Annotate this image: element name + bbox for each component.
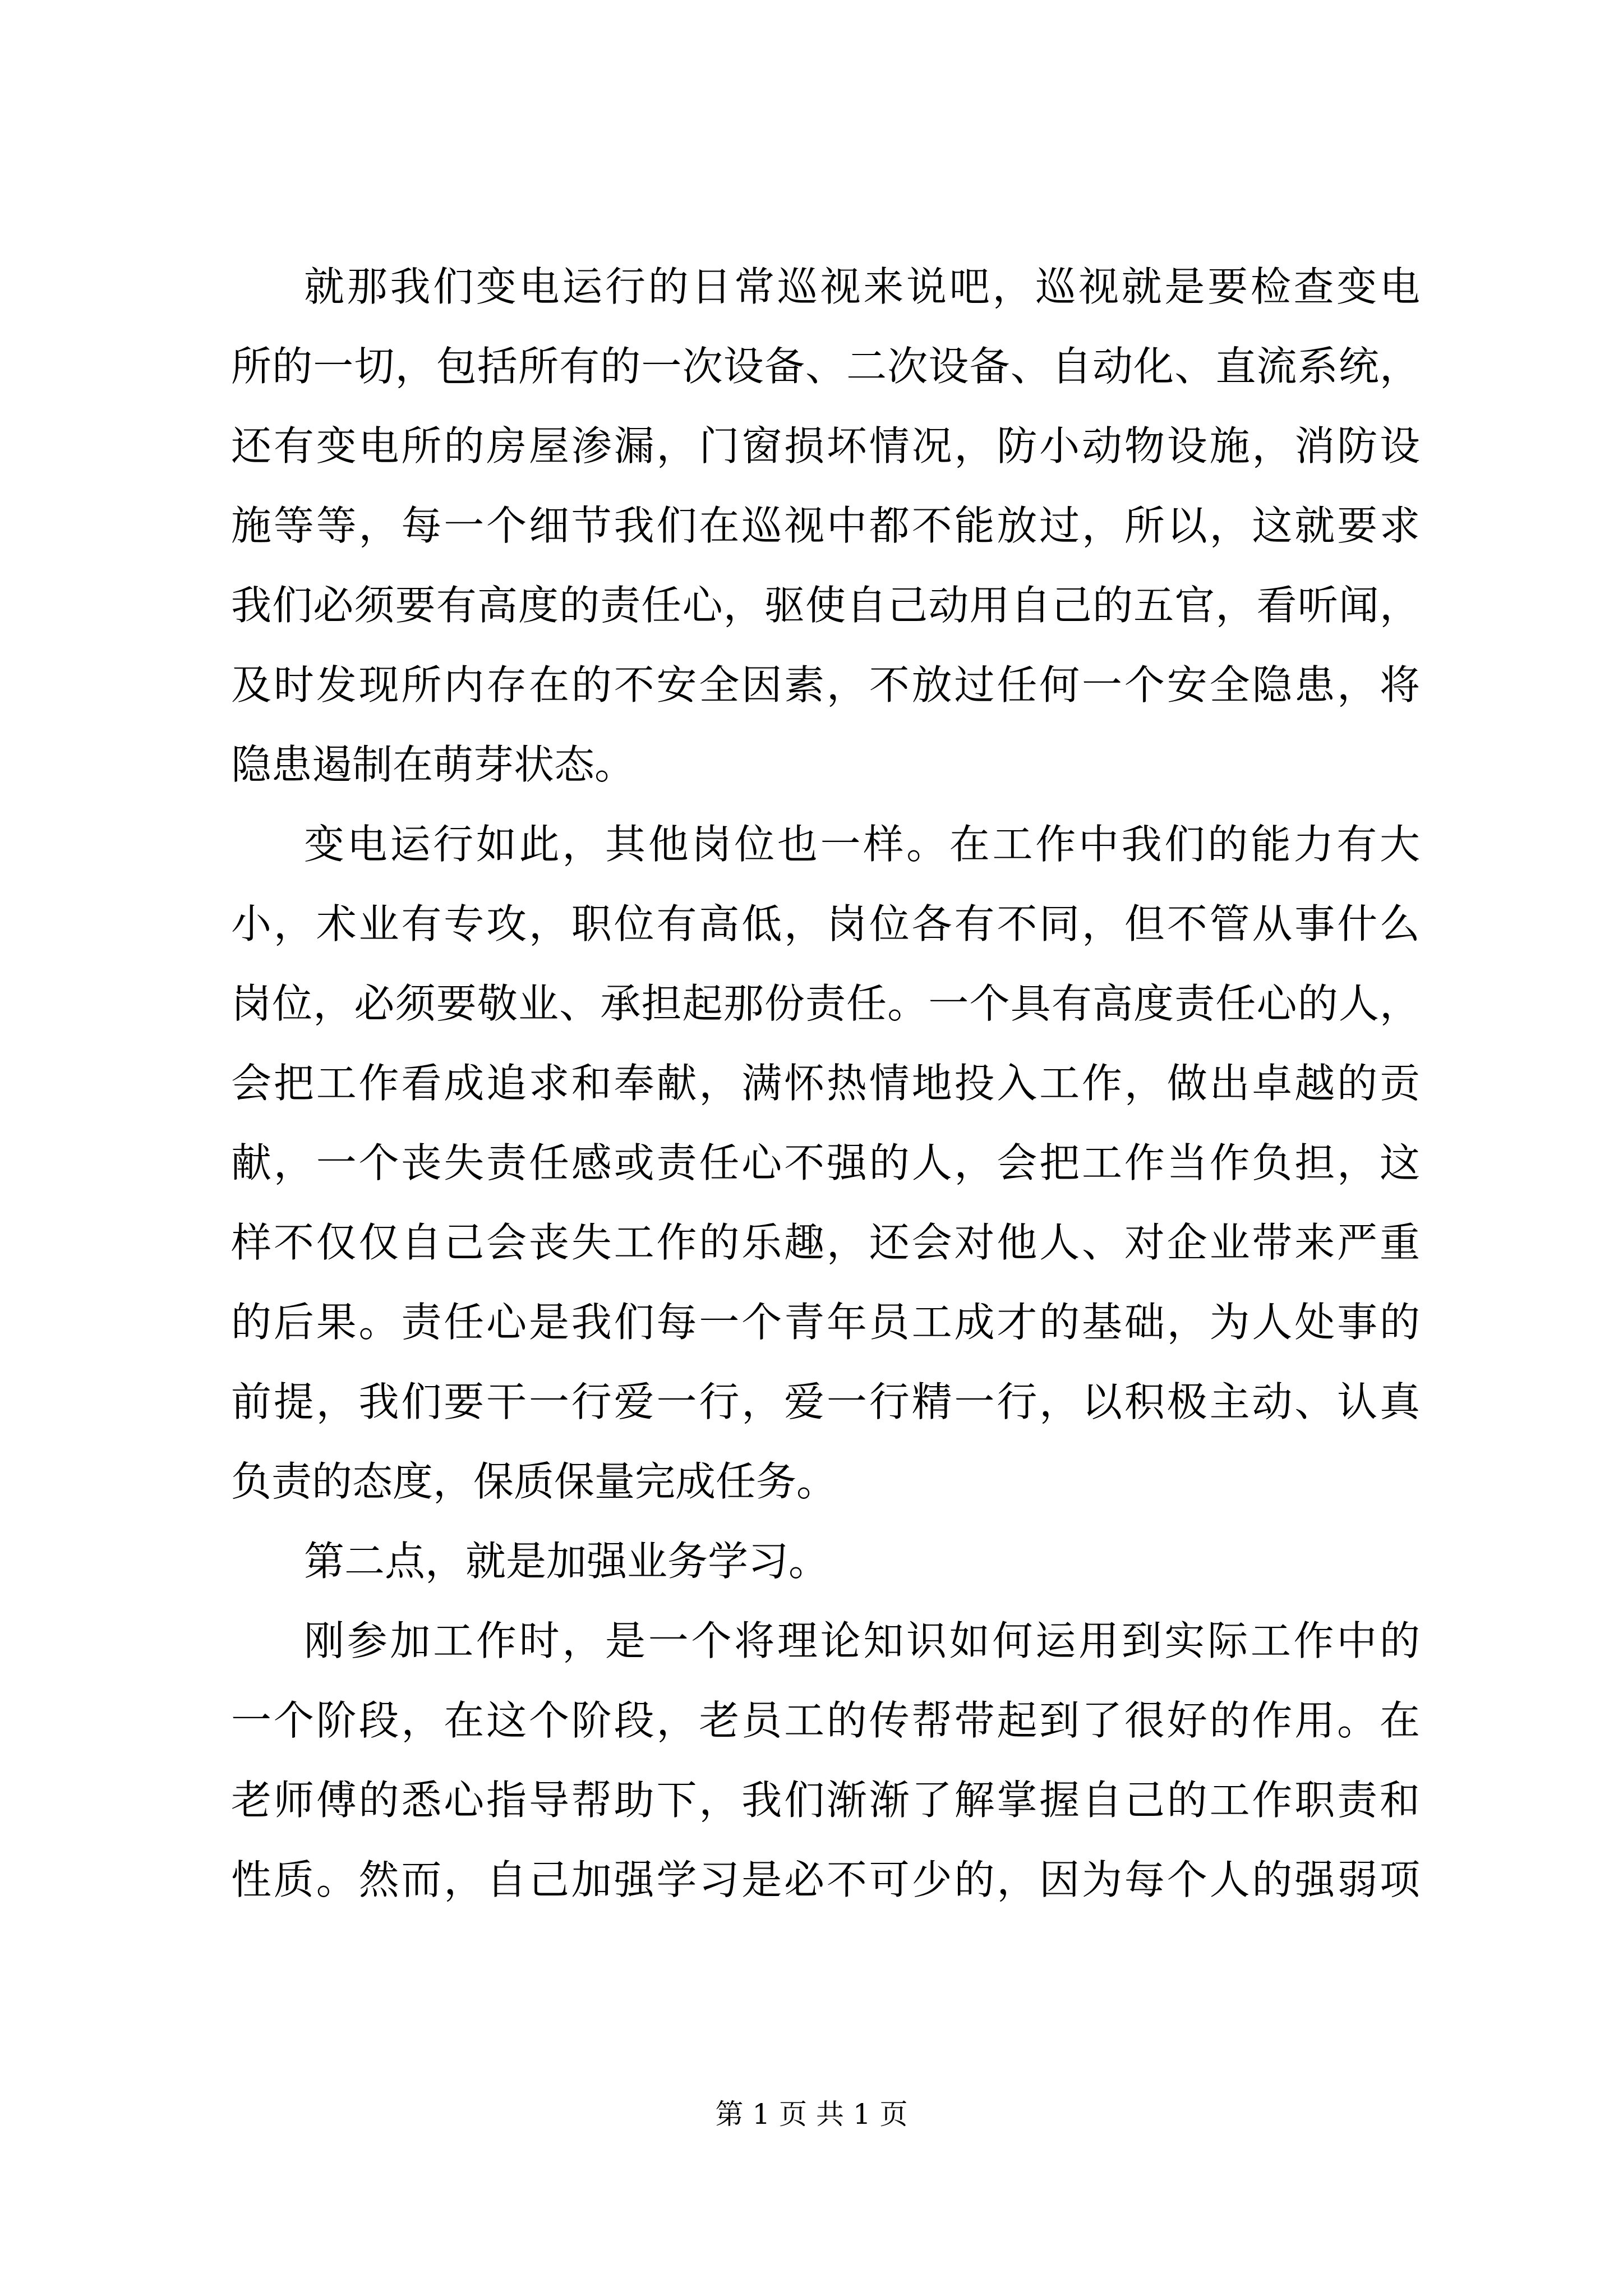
paragraph-3-line-1: 第二点，就是加强业务学习。	[304, 1538, 829, 1585]
body-text	[231, 247, 1420, 1920]
paragraph-2-line-9: 负责的态度，保质保量完成任务。	[231, 1458, 837, 1505]
paragraph-2-line-8: 前提，我们要干一行爱一行，爱一行精一行，以积极主动、认真	[231, 1378, 1420, 1425]
paragraph-2-line-1: 变电运行如此，其他岗位也一样。在工作中我们的能力有大	[304, 821, 1420, 868]
paragraph-4-line-1: 刚参加工作时，是一个将理论知识如何运用到实际工作中的	[304, 1617, 1420, 1664]
page-footer: 第 1 页 共 1 页	[715, 2098, 908, 2131]
paragraph-2-line-3: 岗位，必须要敬业、承担起那份责任。一个具有高度责任心的人，	[231, 980, 1420, 1027]
paragraph-1-line-1: 就那我们变电运行的日常巡视来说吧，巡视就是要检查变电	[304, 263, 1420, 310]
paragraph-2-line-4: 会把工作看成追求和奉献，满怀热情地投入工作，做出卓越的贡	[231, 1060, 1420, 1107]
paragraph-2-line-6: 样不仅仅自己会丧失工作的乐趣，还会对他人、对企业带来严重	[231, 1219, 1420, 1266]
paragraph-1-line-5: 我们必须要有高度的责任心，驱使自己动用自己的五官，看听闻，	[231, 582, 1420, 629]
paragraph-2-line-2: 小，术业有专攻，职位有高低，岗位各有不同，但不管从事什么	[231, 900, 1420, 947]
paragraph-4-line-2: 一个阶段，在这个阶段，老员工的传帮带起到了很好的作用。在	[231, 1697, 1420, 1744]
paragraph-1-line-4: 施等等，每一个细节我们在巡视中都不能放过，所以，这就要求	[231, 502, 1420, 549]
paragraph-1-line-3: 还有变电所的房屋渗漏，门窗损坏情况，防小动物设施，消防设	[231, 422, 1420, 470]
paragraph-1-line-7: 隐患遏制在萌芽状态。	[231, 741, 635, 788]
paragraph-1-line-2: 所的一切，包括所有的一次设备、二次设备、自动化、直流系统，	[231, 343, 1420, 390]
paragraph-2-line-7: 的后果。责任心是我们每一个青年员工成才的基础，为人处事的	[231, 1299, 1420, 1346]
paragraph-4-line-4: 性质。然而，自己加强学习是必不可少的，因为每个人的强弱项	[231, 1856, 1420, 1903]
paragraph-2-line-5: 献，一个丧失责任感或责任心不强的人，会把工作当作负担，这	[231, 1139, 1420, 1186]
paragraph-1-line-6: 及时发现所内存在的不安全因素，不放过任何一个安全隐患，将	[231, 661, 1420, 708]
paragraph-4-line-3: 老师傅的悉心指导帮助下，我们渐渐了解掌握自己的工作职责和	[231, 1777, 1420, 1824]
